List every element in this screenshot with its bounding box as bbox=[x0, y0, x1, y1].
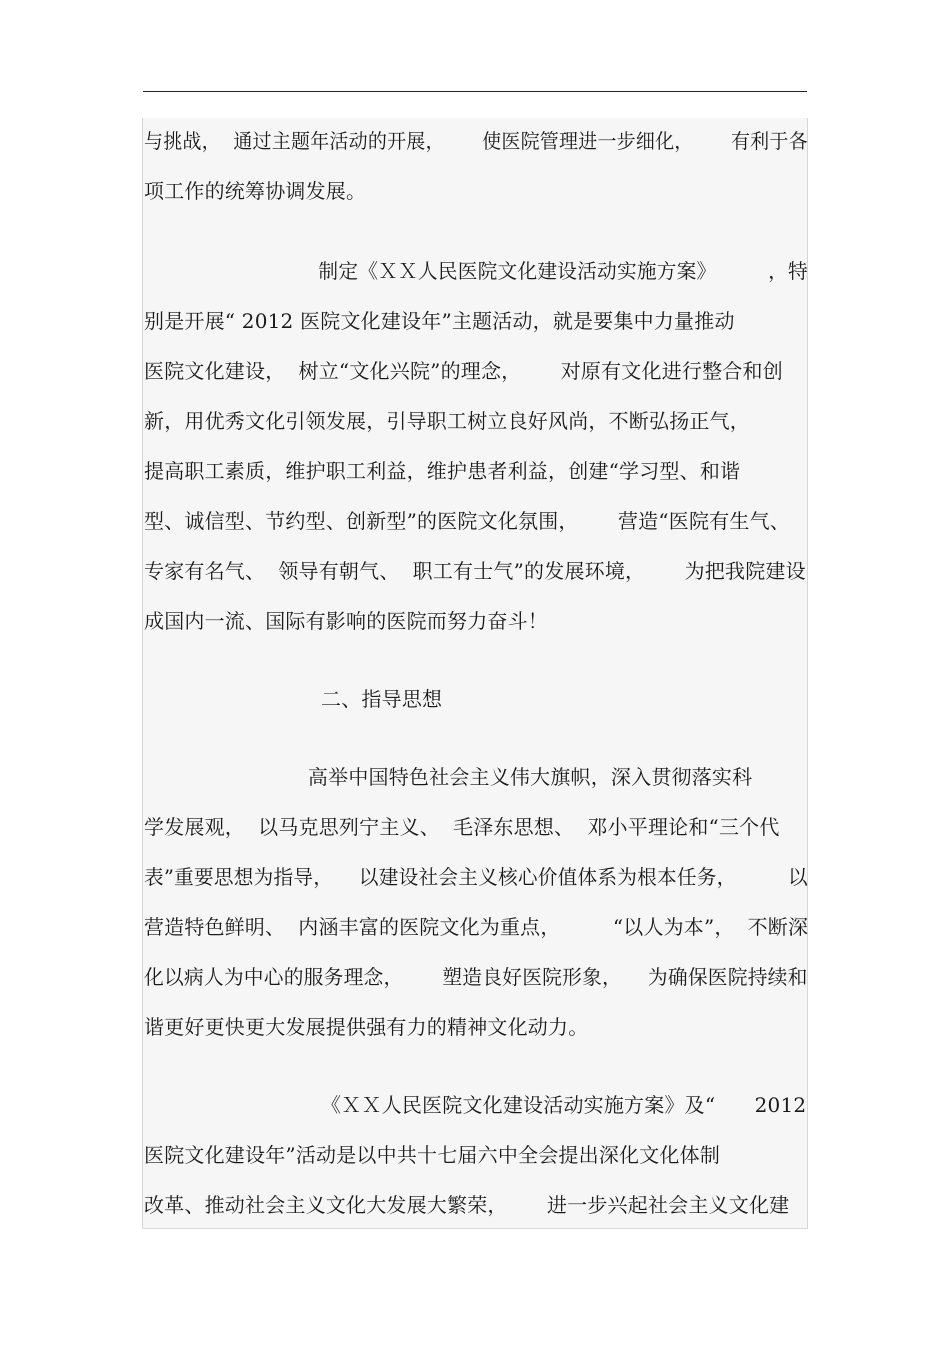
text-line: 成国内一流、国际有影响的医院而努力奋斗！ bbox=[144, 609, 548, 633]
text-line: 谐更好更快更大发展提供强有力的精神文化动力。 bbox=[144, 1015, 589, 1039]
text-line: 与挑战， 通过主题年活动的开展， 使医院管理进一步细化， 有利于各 bbox=[144, 129, 808, 153]
text-line: 高举中国特色社会主义伟大旗帜，深入贯彻落实科 bbox=[144, 765, 753, 789]
text-line: 制定《ＸＸ人民医院文化建设活动实施方案》 ，特 bbox=[144, 259, 808, 283]
text-line: 学发展观， 以马克思列宁主义、 毛泽东思想、 邓小平理论和“三个代 bbox=[144, 815, 780, 839]
text-line: 《ＸＸ人民医院文化建设活动实施方案》及“ 2012 bbox=[144, 1093, 807, 1117]
text-line: 型、诚信型、节约型、创新型”的医院文化氛围， 营造“医院有生气、 bbox=[144, 509, 790, 533]
text-line: 化以病人为中心的服务理念， 塑造良好医院形象， 为确保医院持续和 bbox=[144, 965, 808, 989]
section-heading: 二、指导思想 bbox=[144, 687, 443, 711]
text-line: 表”重要思想为指导， 以建设社会主义核心价值体系为根本任务， 以 bbox=[144, 865, 808, 889]
text-line: 医院文化建设， 树立“文化兴院”的理念， 对原有文化进行整合和创 bbox=[144, 359, 783, 383]
text-line: 项工作的统筹协调发展。 bbox=[144, 179, 367, 203]
text-line: 别是开展“ 2012 医院文化建设年”主题活动，就是要集中力量推动 bbox=[144, 309, 735, 333]
text-line: 医院文化建设年”活动是以中共十七届六中全会提出深化文化体制 bbox=[144, 1143, 721, 1167]
text-line: 营造特色鲜明、 内涵丰富的医院文化为重点， “以人为本”， 不断深 bbox=[144, 915, 809, 939]
text-line: 新，用优秀文化引领发展，引导职工树立良好风尚，不断弘扬正气， bbox=[144, 409, 750, 433]
text-line: 改革、推动社会主义文化大发展大繁荣， 进一步兴起社会主义文化建 bbox=[144, 1193, 790, 1217]
header-rule bbox=[143, 91, 807, 92]
text-line: 提高职工素质，维护职工利益，维护患者利益，创建“学习型、和谐 bbox=[144, 459, 741, 483]
text-line: 专家有名气、 领导有朝气、 职工有士气”的发展环境， 为把我院建设 bbox=[144, 559, 806, 583]
